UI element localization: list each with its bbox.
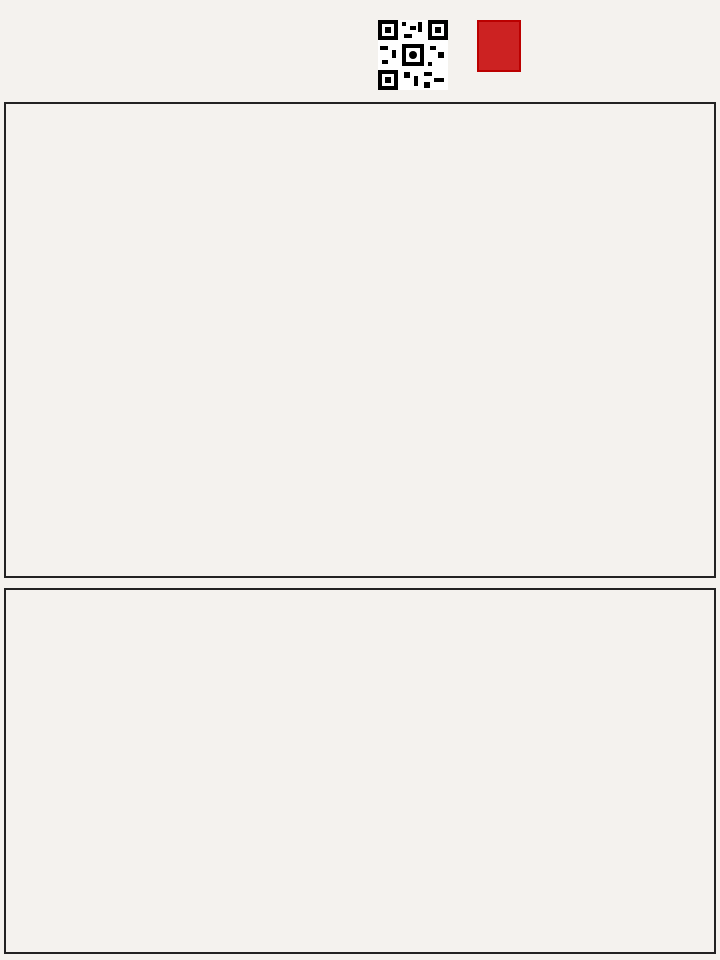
annual-years-grid (4, 588, 716, 954)
qr-code-icon (378, 20, 448, 90)
four-pillars-panel (4, 102, 716, 578)
red-seal-stamp (477, 20, 521, 72)
